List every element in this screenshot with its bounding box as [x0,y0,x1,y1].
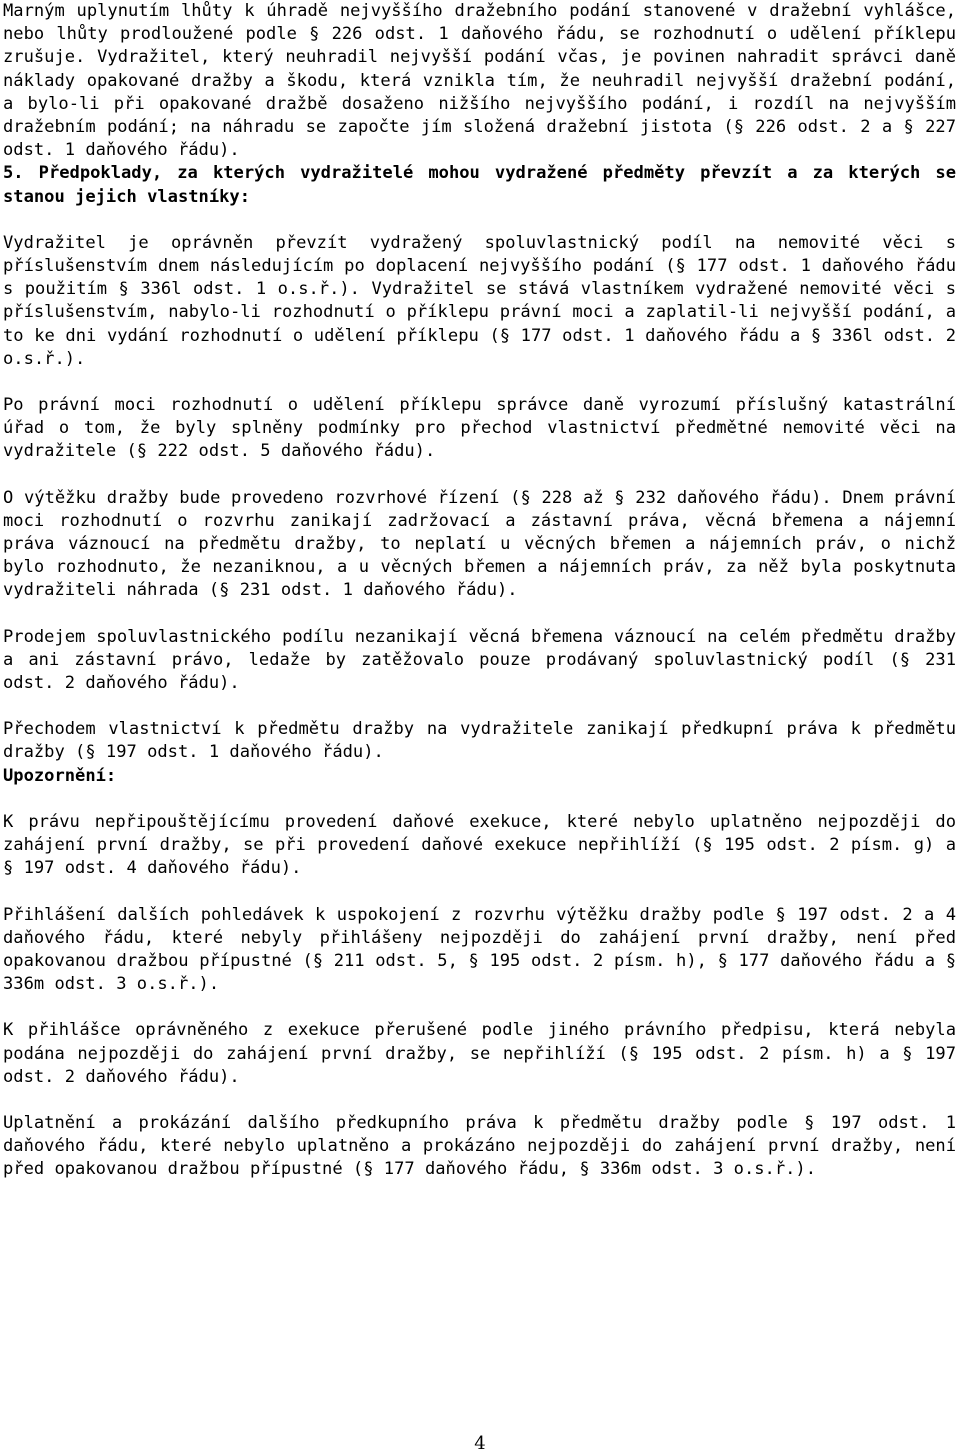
paragraph-cadastre-notice: Po právní moci rozhodnutí o udělení příklepu správce daně vyrozumí příslušný katastrální úřad o tom, že byly splněny podmínky pro přechod vlastnictví předmětné nemovité věci na vydražitele (§ 222 odst. 5 daňového řádu). [3,395,956,462]
notice-paragraph-execution-rights: K právu nepřipouštějícímu provedení daňové exekuce, které nebylo uplatněno nejpozději do zahájení první dražby, se při provedení daňové exekuce nepřihlíží (§ 195 odst. 2 písm. g) a § 197 odst. 4 daňového řádu). [3,811,956,879]
notice-heading: Upozornění: [3,765,117,786]
paragraph-payment-deadline: Marným uplynutím lhůty k úhradě nejvyššího dražebního podání stanovené v dražební vyhlášce, nebo lhůty prodloužené podle § 226 odst. 1 daňového řádu, se rozhodnutí o udělení příklepu zrušuje. Vydražitel, který neuhradil nejvyšší podání včas, je povinen nahradit správci daně náklady opakované dražby a škodu, která vznikla tím, že neuhradil nejvyšší dražební podání, a bylo-li při opakované dražbě dosaženo nižšího nejvyššího podání, i rozdíl na nejvyšším dražebním podání; na náhradu se započte jím složená dražební jistota (§ 226 odst. 2 a § 227 odst. 1 daňového řádu). [3,1,956,161]
notice-paragraph-application: K přihlášce oprávněného z exekuce přerušené podle jiného právního předpisu, která nebyla podána nejpozději do zahájení první dražby, se nepřihlíží (§ 195 odst. 2 písm. h) a § 197 odst. 2 daňového řádu). [3,1020,956,1087]
paragraph-distribution: O výtěžku dražby bude provedeno rozvrhové řízení (§ 228 až § 232 daňového řádu). Dnem právní moci rozhodnutí o rozvrhu zanikají zadržovací a zástavní práva, věcná břemena a nájemní práva váznoucí na předmětu dražby, to neplatí u věcných břemen a nájemních práv, o nichž bylo rozhodnuto, že nezaniknou, a u věcných břemen a nájemních práv, za něž byla poskytnuta vydražiteli náhrada (§ 231 odst. 1 daňového řádu). [3,487,956,601]
document-page [3,0,956,1182]
paragraph-preemption-rights: Přechodem vlastnictví k předmětu dražby na vydražitele zanikají předkupní práva k předmětu dražby (§ 197 odst. 1 daňového řádu). [3,719,956,763]
paragraph-takeover: Vydražitel je oprávněn převzít vydražený spoluvlastnický podíl na nemovité věci s příslušenstvím dnem následujícím po doplacení nejvyššího podání (§ 177 odst. 1 daňového řádu s použitím § 336l odst. 1 o.s.ř.). Vydražitel se stává vlastníkem vydražené nemovité věci s příslušenstvím, nabylo-li rozhodnutí o příklepu právní moci a zaplatil-li nejvyšší podání, a to ke dni vydání rozhodnutí o udělení příklepu (§ 177 odst. 1 daňového řádu a § 336l odst. 2 o.s.ř.). [3,232,956,369]
notice-paragraph-preemption-claim: Uplatnění a prokázání dalšího předkupního práva k předmětu dražby podle § 197 odst. 1 daňového řádu, které nebylo uplatněno a prokázáno nejpozději do zahájení první dražby, není před opakovanou dražbou přípustné (§ 177 daňového řádu, § 336m odst. 3 o.s.ř.). [3,1112,956,1180]
section-5-heading: 5. Předpoklady, za kterých vydražitelé mohou vydražené předměty převzít a za kterých se stanou jejich vlastníky: [3,163,956,207]
paragraph-co-ownership-sale: Prodejem spoluvlastnického podílu nezanikají věcná břemena váznoucí na celém předmětu dražby a ani zástavní právo, ledaže by zatěžovalo pouze prodávaný spoluvlastnický podíl (§ 231 odst. 2 daňového řádu). [3,626,956,694]
notice-paragraph-claims: Přihlášení dalších pohledávek k uspokojení z rozvrhu výtěžku dražby podle § 197 odst. 2 a 4 daňového řádu, které nebyly přihlášeny nejpozději do zahájení první dražby, není před opakovanou dražbou přípustné (§ 211 odst. 5, § 195 odst. 2 písm. h), § 177 daňového řádu a § 336m odst. 3 o.s.ř.). [3,904,956,995]
page-number: 4 [474,1433,486,1454]
